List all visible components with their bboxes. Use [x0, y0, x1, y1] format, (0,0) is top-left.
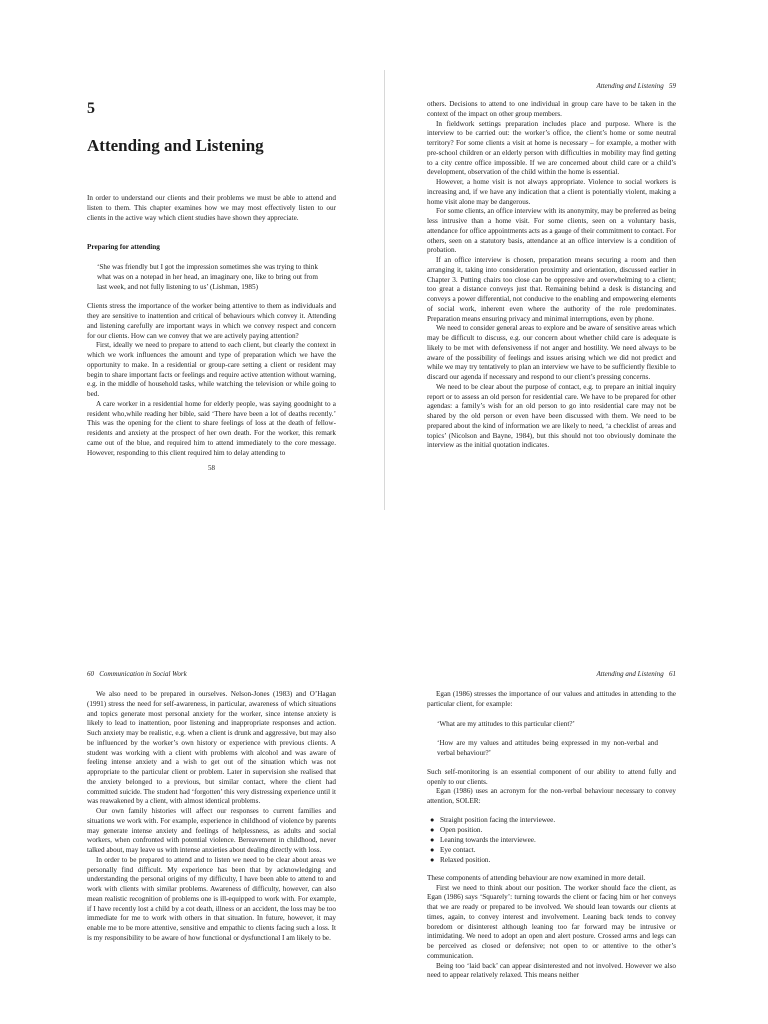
- bullet-icon: ●: [430, 835, 435, 844]
- list-item-text: Leaning towards the interviewee.: [440, 835, 536, 844]
- chapter-number: 5: [87, 100, 95, 117]
- paragraph: We need to consider general areas to explore and be aware of sensitive areas which may be difficult to discuss, e.g. our concern about whether child care is adequate is likely to be met with defensiveness if not anger and hostility. We need always to be aware of the possibility of feelings and issues arising which we did not predict and while we may try tentatively to plan an interview we have to be sufficiently flexible to discard our agenda if necessary and respond to our client’s pressing concerns.: [427, 324, 676, 381]
- paragraph: Clients stress the importance of the worker being attentive to them as individuals and they are sensitive to inattention and critical of behaviours which convey it. Attending and listening carefully are important ways in which we convey respect and concern for our clients. How can we convey that we are actively paying attention?: [87, 302, 336, 340]
- list-item-text: Eye contact.: [440, 845, 476, 854]
- page-number: 59: [669, 82, 676, 90]
- list-item: [430, 815, 676, 825]
- list-item: [430, 835, 676, 845]
- running-head-title: Attending and Listening: [596, 82, 664, 90]
- page-58: [87, 100, 336, 520]
- list-item-text: Relaxed position.: [440, 855, 491, 864]
- chapter-intro: In order to understand our clients and their problems we must be able to attend and listen to them. This chapter examines how we may most effectively listen to our clients in the active way which client studies have shown they appreciate.: [87, 194, 336, 222]
- quoted-question: ‘What are my attitudes to this particular client?’: [437, 719, 575, 728]
- page-spread-divider: [384, 70, 385, 510]
- paragraph: We also need to be prepared in ourselves. Nelson-Jones (1983) and O’Hagan (1991) stress the need for self-awareness, in particular, awareness of which situations and topics generate most personal anxiety for the worker, since intense anxiety is likely to lead to inattention, poor listening and inappropriate responses and action. Such anxiety may be realistic, e.g. when a client is drunk and aggressive, but may also be influenced by the worker’s own history or experience with previous clients. A student was working with a client with problems with alcohol and was aware of feeling intense anxiety and a wish to get out of the situation which was not appropriate to the particular client or problem. Later in supervision she realised that the anxiety belonged to a previous, but similar contact, where the client had committed suicide. The student had ‘forgotten’ this very distressing experience until it was reawakened by a client, with almost identical problems.: [87, 690, 336, 806]
- list-item: [430, 845, 676, 855]
- running-head: [427, 82, 676, 91]
- list-item-text: Straight position facing the interviewee.: [440, 815, 556, 824]
- paragraph: A care worker in a residential home for elderly people, was saying goodnight to a resident who,while reading her bible, said ‘There have been a lot of deaths recently.’ This was the opening for the client to share feelings of loss at the death of fellow-residents and anxiety at the prospect of her own death. For the worker, this remark came out of the blue, and required him to attend immediately to the core message. However, responding to this client required him to delay attending to: [87, 399, 336, 457]
- page-60: [87, 670, 336, 1022]
- paragraph: In fieldwork settings preparation includes place and purpose. Where is the interview to be carried out: the worker’s office, the client’s home or some neutral territory? For some clients a visit at home is necessary – for example, a mother with pre-school children or an elderly person with difficulties in mobility may find getting to a city centre office impossible. If we are concerned about child care or a child’s development, observation of the child within the home is essential.: [427, 119, 676, 177]
- page-59: [427, 82, 676, 502]
- paragraph: For some clients, an office interview with its anonymity, may be preferred as being less intrusive than a home visit. For some clients, seen on a voluntary basis, attendance for office appointments acts as a gauge of their commitment to contact. For others, seen on a statutory basis, attendance at an office interview is a condition of probation.: [427, 207, 676, 255]
- paragraph: Egan (1986) uses an acronym for the non-verbal behaviour necessary to convey attention, SOLER:: [427, 787, 676, 805]
- paragraph: These components of attending behaviour are now examined in more detail.: [427, 873, 646, 882]
- running-head: [427, 670, 676, 679]
- paragraph: Our own family histories will affect our responses to current families and situations we work with. For example, experience in childhood of violence by parents may generate intense anxiety and feelings of helplessness, as adults and social workers, when confronted with potential violence. Bereavement in childhood, never talked about, may leave us with intense anxieties about dealing directly with loss.: [87, 807, 336, 854]
- soler-list: [427, 815, 676, 865]
- paragraph: If an office interview is chosen, preparation means securing a room and then arranging it, taking into consideration proximity and orientation, discussed earlier in Chapter 3. Putting chairs too close can be oppressive and overwhelming to a client; too great a distance conveys just that. Remaining behind a desk is distancing and conveys a power differential, not conducive to the enabling and empowering elements of social work, inherent even where the authority of the role predominates. Preparation means ensuring privacy and minimal interruptions, even by phone.: [427, 256, 676, 323]
- running-head-title: Attending and Listening: [596, 670, 664, 678]
- bullet-icon: ●: [430, 845, 435, 854]
- paragraph: Being too ‘laid back’ can appear disinterested and not involved. However we also need to appear relatively relaxed. This means neither: [427, 961, 676, 980]
- bullet-icon: ●: [430, 825, 435, 834]
- opening-quote: ‘She was friendly but I got the impression sometimes she was trying to think what was on a notepad in her head, an imaginary one, like to bring out from last week, and not fully listening to us’ (Lishman, 1985): [97, 263, 318, 291]
- chapter-title: Attending and Listening: [87, 136, 264, 155]
- quoted-question: ‘How are my values and attitudes being expressed in my non-verbal and verbal behaviour?’: [437, 739, 658, 757]
- list-item: [430, 825, 676, 835]
- paragraph: In order to be prepared to attend and to listen we need to be clear about areas we personally find difficult. My experience has been that by acknowledging and understanding the personal origins of my difficulty, I have been able to attend to and work with clients with similar problems. Awareness of difficulty, however, can also mean realistic recognition of problems one is ill-equipped to work with. For example, if I have recently lost a child by a cot death, illness or an accident, the loss may be too immediate for me to work with others in that situation. In future, however, it may enable me to be more attentive, sensitive and empathic to clients facing such a loss. It is my responsibility to be aware of how functional or dysfunctional I am likely to be.: [87, 855, 336, 942]
- page-61: [427, 670, 676, 1022]
- page-number: 58: [208, 464, 215, 473]
- bullet-icon: ●: [430, 815, 435, 824]
- section-heading: Preparing for attending: [87, 243, 160, 252]
- paragraph: However, a home visit is not always appropriate. Violence to social workers is increasing and, if we have any indication that a client is potentially violent, making a home visit alone may be dangerous.: [427, 178, 676, 206]
- paragraph: We need to be clear about the purpose of contact, e.g. to prepare an initial inquiry report or to assess an old person for residential care. We have to be prepared for other agendas: a family’s wish for an old person to go into residential care may not be shared by the old person or even have been discussed with them. We need to be prepared about the kind of information we are likely to need, ‘a checklist of areas and topics’ (Nicolson and Bayne, 1984), but this should not too obviously dominate the interview as the initial quotation indicates.: [427, 382, 676, 450]
- paragraph: First we need to think about our position. The worker should face the client, as Egan (1986) says ‘Squarely’: turning towards the client or facing him or her conveys that we are ready or prepared to be involved. We should lean towards our clients at times, again, to convey interest and involvement. Leaning back tends to convey boredom or disinterest although leaning too far forward may be intrusive or intimidating. We need to adopt an open and alert posture. Crossed arms and legs can be perceived as closed or defensive; not open to or attentive to the other’s communication.: [427, 883, 676, 960]
- paragraph: Such self-monitoring is an essential component of our ability to attend fully and openly to our clients.: [427, 767, 676, 786]
- running-head-title: Communication in Social Work: [99, 670, 187, 678]
- list-item-text: Open position.: [440, 825, 483, 834]
- paragraph: First, ideally we need to prepare to attend to each client, but clearly the context in which we work influences the amount and type of preparation which we have the opportunity to make. In a residential or group-care setting a client or resident may begin to share important facts or feelings and require active attention without warning, e.g. in the middle of household tasks, while watching the television or while going to bed.: [87, 341, 336, 398]
- running-head: [87, 670, 336, 679]
- paragraph: others. Decisions to attend to one individual in group care have to be taken in the context of the impact on other group members.: [427, 100, 676, 118]
- list-item: [430, 855, 676, 865]
- page-number: 61: [669, 670, 676, 678]
- page-number: 60: [87, 670, 94, 678]
- paragraph: Egan (1986) stresses the importance of our values and attitudes in attending to the particular client, for example:: [427, 690, 676, 708]
- bullet-icon: ●: [430, 855, 435, 864]
